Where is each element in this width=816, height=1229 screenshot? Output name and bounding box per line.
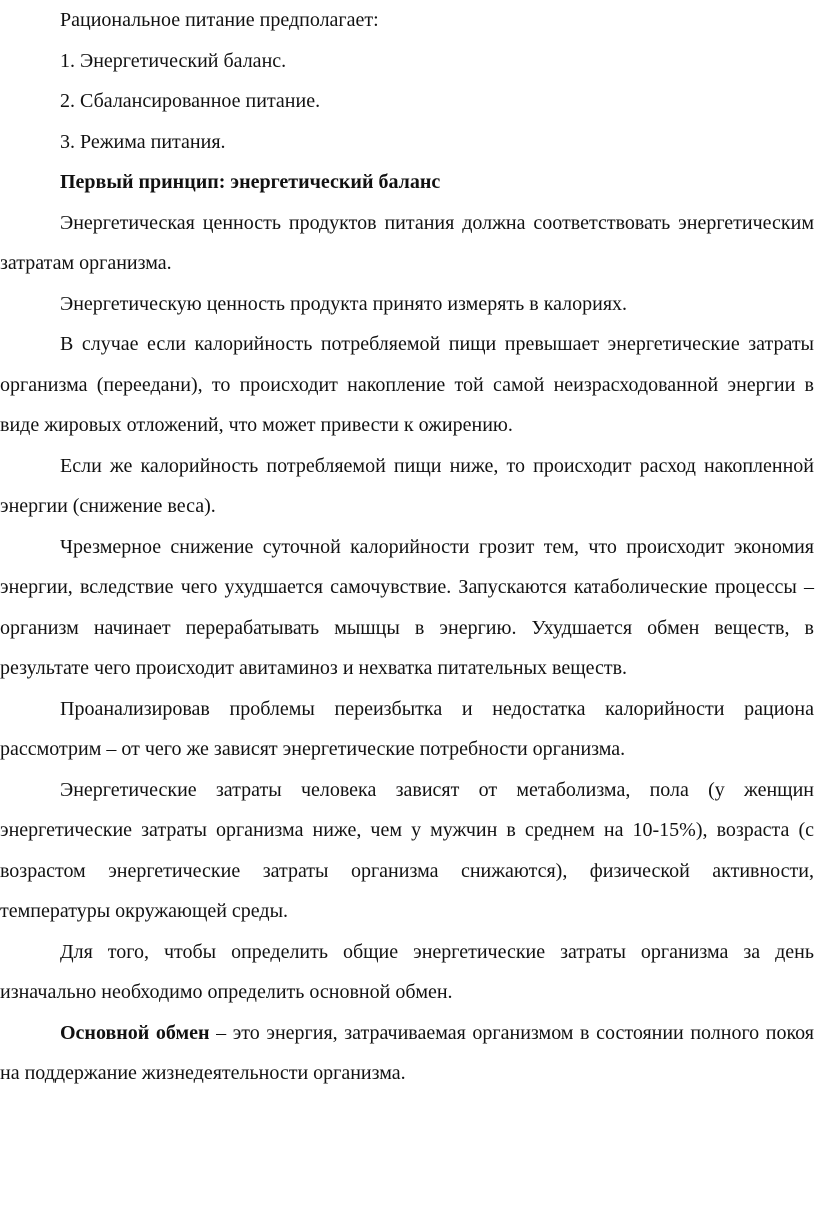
list-item-2: 2. Сбалансированное питание. — [60, 90, 321, 112]
paragraph-3: В случае если калорийность потребляемой пищи превышает энергетические затраты организма (переедани), то происходит накопление той самой неизрасходованной энергии в виде жировых отложений, что может привести к ожирению. — [0, 333, 814, 436]
paragraph-4: Если же калорийность потребляемой пищи ниже, то происходит расход накопленной энергии (снижение веса). — [0, 454, 814, 517]
definition-text: – это энергия, затрачиваемая организмом в состоянии полного покоя на поддержание жизнедеятельности организма. — [0, 1021, 814, 1084]
paragraph-2: Энергетическую ценность продукта принято измерять в калориях. — [60, 292, 628, 315]
paragraph-6: Проанализировав проблемы переизбытка и недостатка калорийности рациона рассмотрим – от чего же зависят энергетические потребности организма. — [0, 697, 814, 760]
definition-term: Основной обмен — [60, 1021, 210, 1044]
paragraph-7: Энергетические затраты человека зависят от метаболизма, пола (у женщин энергетические затраты организма ниже, чем у мужчин в среднем на 10-15%), возраста (с возрастом энергетические затраты организма снижаются), физической активности, температуры окружающей среды. — [0, 778, 814, 922]
section-heading: Первый принцип: энергетический баланс — [60, 171, 441, 193]
paragraph-5: Чрезмерное снижение суточной калорийности грозит тем, что происходит экономия энергии, вследствие чего ухудшается самочувствие. Запускаются катаболические процессы – организм начинает перерабатывать мышцы в энергию. Ухудшается обмен веществ, в результате чего происходит авитаминоз и нехватка питательных веществ. — [0, 535, 814, 679]
paragraph-8: Для того, чтобы определить общие энергетические затраты организма за день изначально необходимо определить основной обмен. — [0, 940, 814, 1003]
definition-paragraph — [0, 1013, 814, 1094]
list-item-1: 1. Энергетический баланс. — [60, 49, 287, 72]
paragraph-1: Энергетическая ценность продуктов питания должна соответствовать энергетическим затратам организма. — [0, 211, 814, 274]
list-item-3: 3. Режима питания. — [60, 130, 226, 153]
intro-line: Рациональное питание предполагает: — [60, 9, 379, 31]
